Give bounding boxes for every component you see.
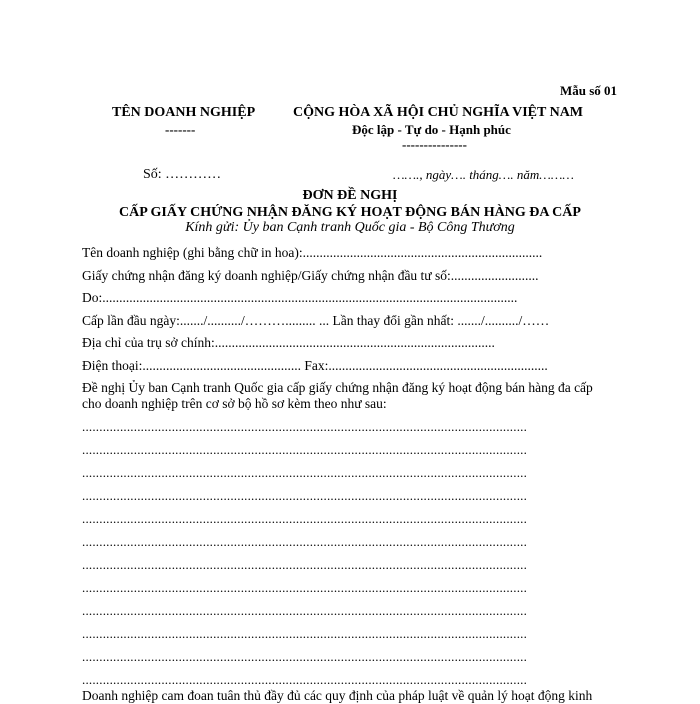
blank-line: .................................................................................................................................	[82, 465, 528, 480]
blank-line: .................................................................................................................................	[82, 419, 528, 434]
issued-by-field: Do:...........................................................................................................................	[82, 290, 518, 305]
motto-dashes: ---------------	[402, 137, 467, 152]
blank-line: .................................................................................................................................	[82, 672, 528, 687]
form-code: Mẫu số 01	[560, 83, 618, 98]
first-issue-field: Cấp lần đầu ngày:......./........../………......... ... Lần thay đổi gần nhất: ......./........../……	[82, 313, 550, 328]
date-line: ……., ngày…. tháng…. năm………	[393, 167, 574, 182]
phone-fax-field: Điện thoại:............................................... Fax:.................................................................	[82, 358, 548, 373]
company-name-field: Tên doanh nghiệp (ghi bằng chữ in hoa):.......................................................................	[82, 245, 543, 260]
addressee: Kính gửi: Ủy ban Cạnh tranh Quốc gia - Bộ Công Thương	[185, 220, 515, 235]
title-line-2: CẤP GIẤY CHỨNG NHẬN ĐĂNG KÝ HOẠT ĐỘNG BÁN HÀNG ĐA CẤP	[119, 205, 581, 220]
document-number: Số: …………	[143, 167, 222, 182]
certificate-field: Giấy chứng nhận đăng ký doanh nghiệp/Giấy chứng nhận đầu tư số:..........................	[82, 268, 539, 283]
motto: Độc lập - Tự do - Hạnh phúc	[352, 122, 511, 137]
blank-line: .................................................................................................................................	[82, 626, 528, 641]
blank-line: .................................................................................................................................	[82, 534, 528, 549]
title-line-1: ĐƠN ĐỀ NGHỊ	[302, 188, 398, 203]
blank-line: .................................................................................................................................	[82, 557, 528, 572]
country-name: CỘNG HÒA XÃ HỘI CHỦ NGHĨA VIỆT NAM	[293, 105, 584, 120]
request-line-2: cho doanh nghiệp trên cơ sở bộ hồ sơ kèm theo như sau:	[82, 396, 387, 411]
company-dashes: -------	[165, 122, 196, 137]
company-label: TÊN DOANH NGHIỆP	[112, 105, 256, 120]
blank-line: .................................................................................................................................	[82, 603, 528, 618]
commitment-text: Doanh nghiệp cam đoan tuân thủ đầy đủ các quy định của pháp luật về quản lý hoạt động kinh	[82, 688, 593, 703]
blank-line: .................................................................................................................................	[82, 649, 528, 664]
address-field: Địa chỉ của trụ sở chính:...................................................................................	[82, 335, 495, 350]
blank-line: .................................................................................................................................	[82, 580, 528, 595]
blank-line: .................................................................................................................................	[82, 442, 528, 457]
blank-line: .................................................................................................................................	[82, 488, 528, 503]
request-line-1: Đề nghị Ủy ban Cạnh tranh Quốc gia cấp giấy chứng nhận đăng ký hoạt động bán hàng đa cấp	[82, 380, 593, 395]
blank-line: .................................................................................................................................	[82, 511, 528, 526]
